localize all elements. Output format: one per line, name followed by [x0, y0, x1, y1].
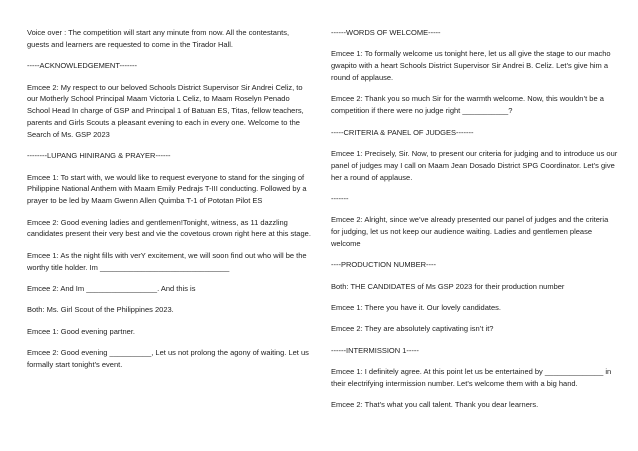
emcee1-intro-paragraph: Emcee 1: As the night fills with verY excitement, we will soon find out who will be the worthy title holder. Im _______________________________: [27, 250, 307, 272]
candidates-production-paragraph: Both: THE CANDIDATES of Ms GSP 2023 for their production number: [331, 281, 565, 291]
anthem-prayer-paragraph: Emcee 1: To start with, we would like to request everyone to stand for the singing of Philippine National Anthem with Maam Emily Pedrajs T-III conducting. Followed by a prayer to be led by Maam Gwenn Allen Quimba T-1 of Pototan Pilot ES: [27, 172, 307, 206]
production-number-heading: ----PRODUCTION NUMBER----: [331, 260, 436, 270]
voice-over-paragraph: Voice over : The competition will start any minute from now. All the contestants, guests and learners are requested to come in the Tirador Hall.: [27, 28, 290, 49]
criteria-paragraph: Emcee 1: Precisely, Sir. Now, to present our criteria for judging and to introduce us our panel of judges may I call on Maam Jean Dosado District SPG Coordinator. Let’s give her a round of applause.: [331, 148, 618, 182]
acknowledgement-paragraph: Emcee 2: My respect to our beloved Schools District Supervisor Sir Andrei Celiz, to our Motherly School Principal Maam Victoria L Celiz, to Maam Roselyn Penado School Head In charge of GSP and Principal 1 of Batuan ES, Titas, fellow teachers, parents and Girls Scouts a pleasant evening to each in every one. Welcome to the Search of Ms. GSP 2023: [27, 82, 304, 139]
separator-line: -------: [331, 193, 349, 203]
left-column: [27, 27, 312, 380]
start-event-paragraph: Emcee 2: Good evening __________, Let us not prolong the agony of waiting. Let us formally start tonight’s event.: [27, 348, 309, 369]
candidates-intro-paragraph: Emcee 2: Good evening ladies and gentlemen!Tonight, witness, as 11 dazzling candidates present their very best and vie the covetous crown right here at this stage.: [27, 217, 311, 239]
judges-question-paragraph: Emcee 2: Thank you so much Sir for the warmth welcome. Now, this wouldn’t be a competition if there were no judge right ___________?: [331, 94, 604, 116]
intermission-paragraph: Emcee 1: I definitely agree. At this point let us be entertained by ______________ in their electrifying intermission number. Let’s welcome them with a big hand.: [331, 367, 612, 389]
acknowledgement-heading: -----ACKNOWLEDGEMENT-------: [27, 61, 137, 71]
captivating-paragraph: Emcee 2: They are absolutely captivating isn’t it?: [331, 324, 494, 334]
greeting-partner-paragraph: Emcee 1: Good evening partner.: [27, 326, 135, 336]
anthem-prayer-heading: --------LUPANG HINIRANG & PRAYER------: [27, 151, 171, 161]
emcee2-intro-paragraph: Emcee 2: And Im _________________. And this is: [27, 283, 196, 293]
talent-paragraph: Emcee 2: That’s what you call talent. Thank you dear learners.: [331, 400, 539, 410]
intermission-heading: ------INTERMISSION 1-----: [331, 345, 419, 355]
welcome-paragraph: Emcee 1: To formally welcome us tonight here, let us all give the stage to our macho gwapito with a heart Schools District Supervisor Sir Andrei B. Celiz. Let’s give him a round of applause.: [331, 49, 611, 82]
right-column: [331, 27, 619, 421]
welcome-heading: ------WORDS OF WELCOME-----: [331, 28, 441, 37]
criteria-heading: -----CRITERIA & PANEL OF JUDGES-------: [331, 127, 474, 137]
both-title-paragraph: Both: Ms. Girl Scout of the Philippines 2023.: [27, 305, 174, 315]
lovely-candidates-paragraph: Emcee 1: There you have it. Our lovely candidates.: [331, 303, 501, 313]
audience-paragraph: Emcee 2: Alright, since we’ve already presented our panel of judges and the criteria for judging, let us not keep our audience waiting. Ladies and gentlemen please welcome: [331, 215, 609, 248]
